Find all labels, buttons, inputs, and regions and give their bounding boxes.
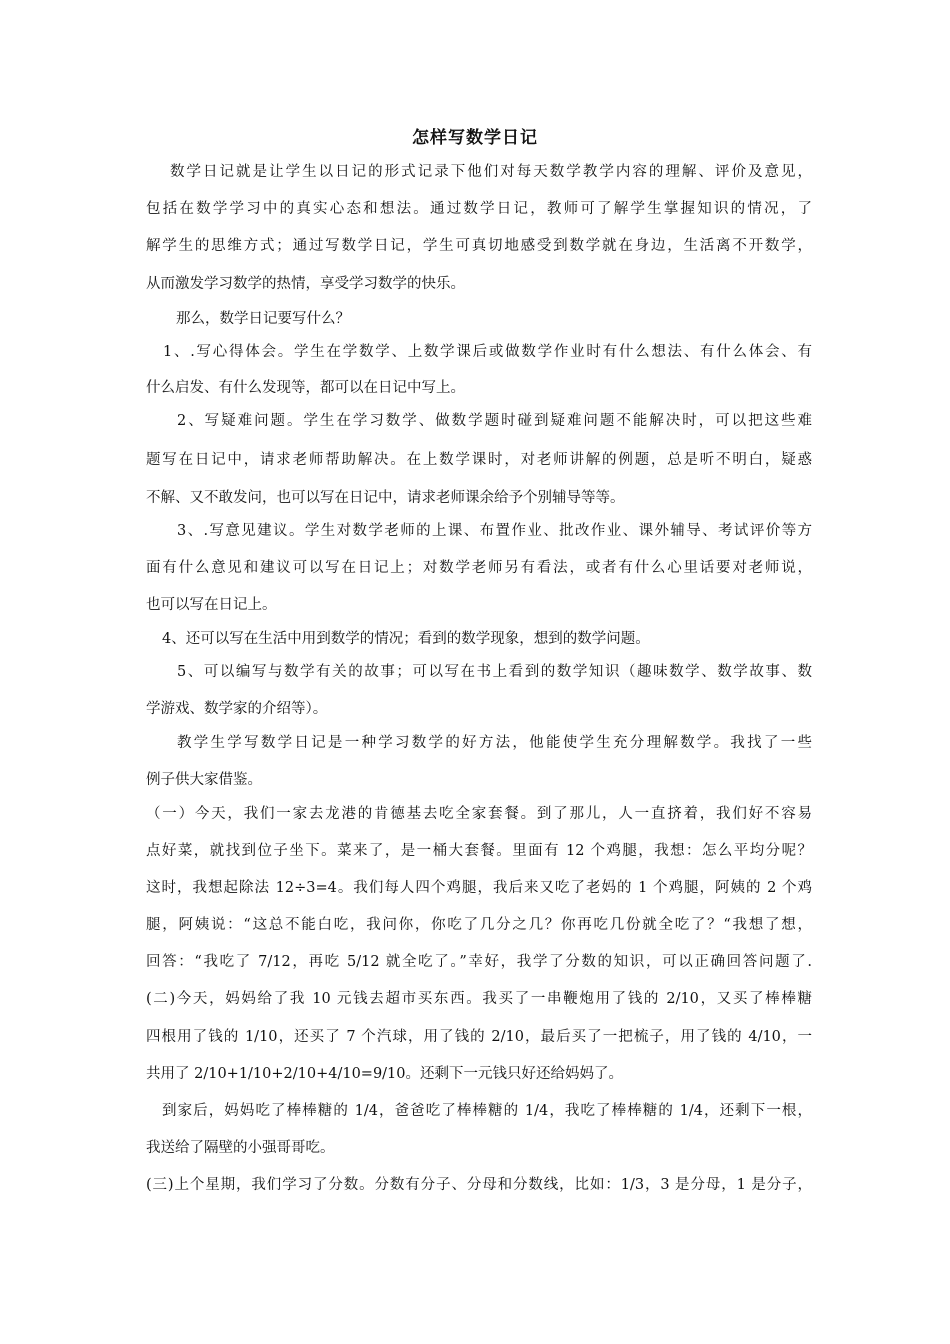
body-line-27: 到家后，妈妈吃了棒棒糖的 1/4，爸爸吃了棒棒糖的 1/4，我吃了棒棒糖的 1/4，还剩下一根， bbox=[162, 1103, 812, 1119]
body-line-8: 2、写疑难问题。学生在学习数学、做数学题时碰到疑难问题不能解决时，可以把这些难 bbox=[177, 413, 812, 429]
body-line-25: 四根用了钱的 1/10，还买了 7 个汽球，用了钱的 2/10，最后买了一把梳子，用了钱的 4/10，一 bbox=[146, 1029, 812, 1045]
body-line-13: 也可以写在日记上。 bbox=[146, 597, 277, 613]
body-line-23: 回答：“我吃了 7/12，再吃 5/12 就全吃了。”幸好，我学了分数的知识，可以正确回答问题了. bbox=[146, 954, 812, 970]
body-line-9: 题写在日记中，请求老师帮助解决。在上数学课时，对老师讲解的例题，总是听不明白，疑惑 bbox=[146, 452, 812, 468]
body-line-29: (三)上个星期，我们学习了分数。分数有分子、分母和分数线，比如：1/3，3 是分母，1 是分子， bbox=[146, 1177, 812, 1193]
body-line-3: 解学生的思维方式；通过写数学日记，学生可真切地感受到数学就在身边，生活离不开数学， bbox=[146, 238, 812, 254]
body-line-19: （一）今天，我们一家去龙港的肯德基去吃全家套餐。到了那儿，人一直挤着，我们好不容易 bbox=[146, 806, 812, 822]
body-line-11: 3、.写意见建议。学生对数学老师的上课、布置作业、批改作业、课外辅导、考试评价等方 bbox=[177, 523, 812, 539]
body-line-7: 什么启发、有什么发现等，都可以在日记中写上。 bbox=[146, 380, 465, 396]
body-line-14: 4、还可以写在生活中用到数学的情况；看到的数学现象，想到的数学问题。 bbox=[162, 631, 650, 647]
body-line-16: 学游戏、数学家的介绍等）。 bbox=[146, 701, 328, 717]
body-line-6: 1、.写心得体会。学生在学数学、上数学课后或做数学作业时有什么想法、有什么体会、有 bbox=[163, 344, 812, 360]
body-line-26: 共用了 2/10+1/10+2/10+4/10=9/10。还剩下一元钱只好还给妈妈了。 bbox=[146, 1066, 624, 1082]
body-line-22: 腿，阿姨说：“这总不能白吃，我问你，你吃了几分之几？你再吃几份就全吃了？“我想了想， bbox=[146, 917, 812, 933]
body-line-1: 数学日记就是让学生以日记的形式记录下他们对每天数学教学内容的理解、评价及意见， bbox=[170, 164, 812, 180]
body-line-2: 包括在数学学习中的真实心态和想法。通过数学日记，教师可了解学生掌握知识的情况，了 bbox=[146, 201, 812, 217]
body-line-10: 不解、又不敢发问，也可以写在日记中，请求老师课余给予个别辅导等等。 bbox=[146, 490, 625, 506]
body-line-21: 这时，我想起除法 12÷3=4。我们每人四个鸡腿，我后来又吃了老妈的 1 个鸡腿，阿姨的 2 个鸡 bbox=[146, 880, 812, 896]
body-line-28: 我送给了隔壁的小强哥哥吃。 bbox=[146, 1140, 335, 1156]
body-line-20: 点好菜，就找到位子坐下。菜来了，是一桶大套餐。里面有 12 个鸡腿，我想：怎么平均分呢？ bbox=[146, 843, 812, 859]
body-line-17: 教学生学写数学日记是一种学习数学的好方法，他能使学生充分理解数学。我找了一些 bbox=[177, 735, 812, 751]
body-line-4: 从而激发学习数学的热情，享受学习数学的快乐。 bbox=[146, 276, 465, 292]
body-line-5: 那么，数学日记要写什么？ bbox=[176, 311, 350, 327]
document-title: 怎样写数学日记 bbox=[412, 128, 538, 148]
body-line-24: (二)今天，妈妈给了我 10 元钱去超市买东西。我买了一串鞭炮用了钱的 2/10，又买了棒棒糖 bbox=[146, 991, 812, 1007]
body-line-15: 5、可以编写与数学有关的故事；可以写在书上看到的数学知识（趣味数学、数学故事、数 bbox=[177, 664, 812, 680]
body-line-12: 面有什么意见和建议可以写在日记上；对数学老师另有看法，或者有什么心里话要对老师说， bbox=[146, 560, 812, 576]
body-line-18: 例子供大家借鉴。 bbox=[146, 772, 262, 788]
